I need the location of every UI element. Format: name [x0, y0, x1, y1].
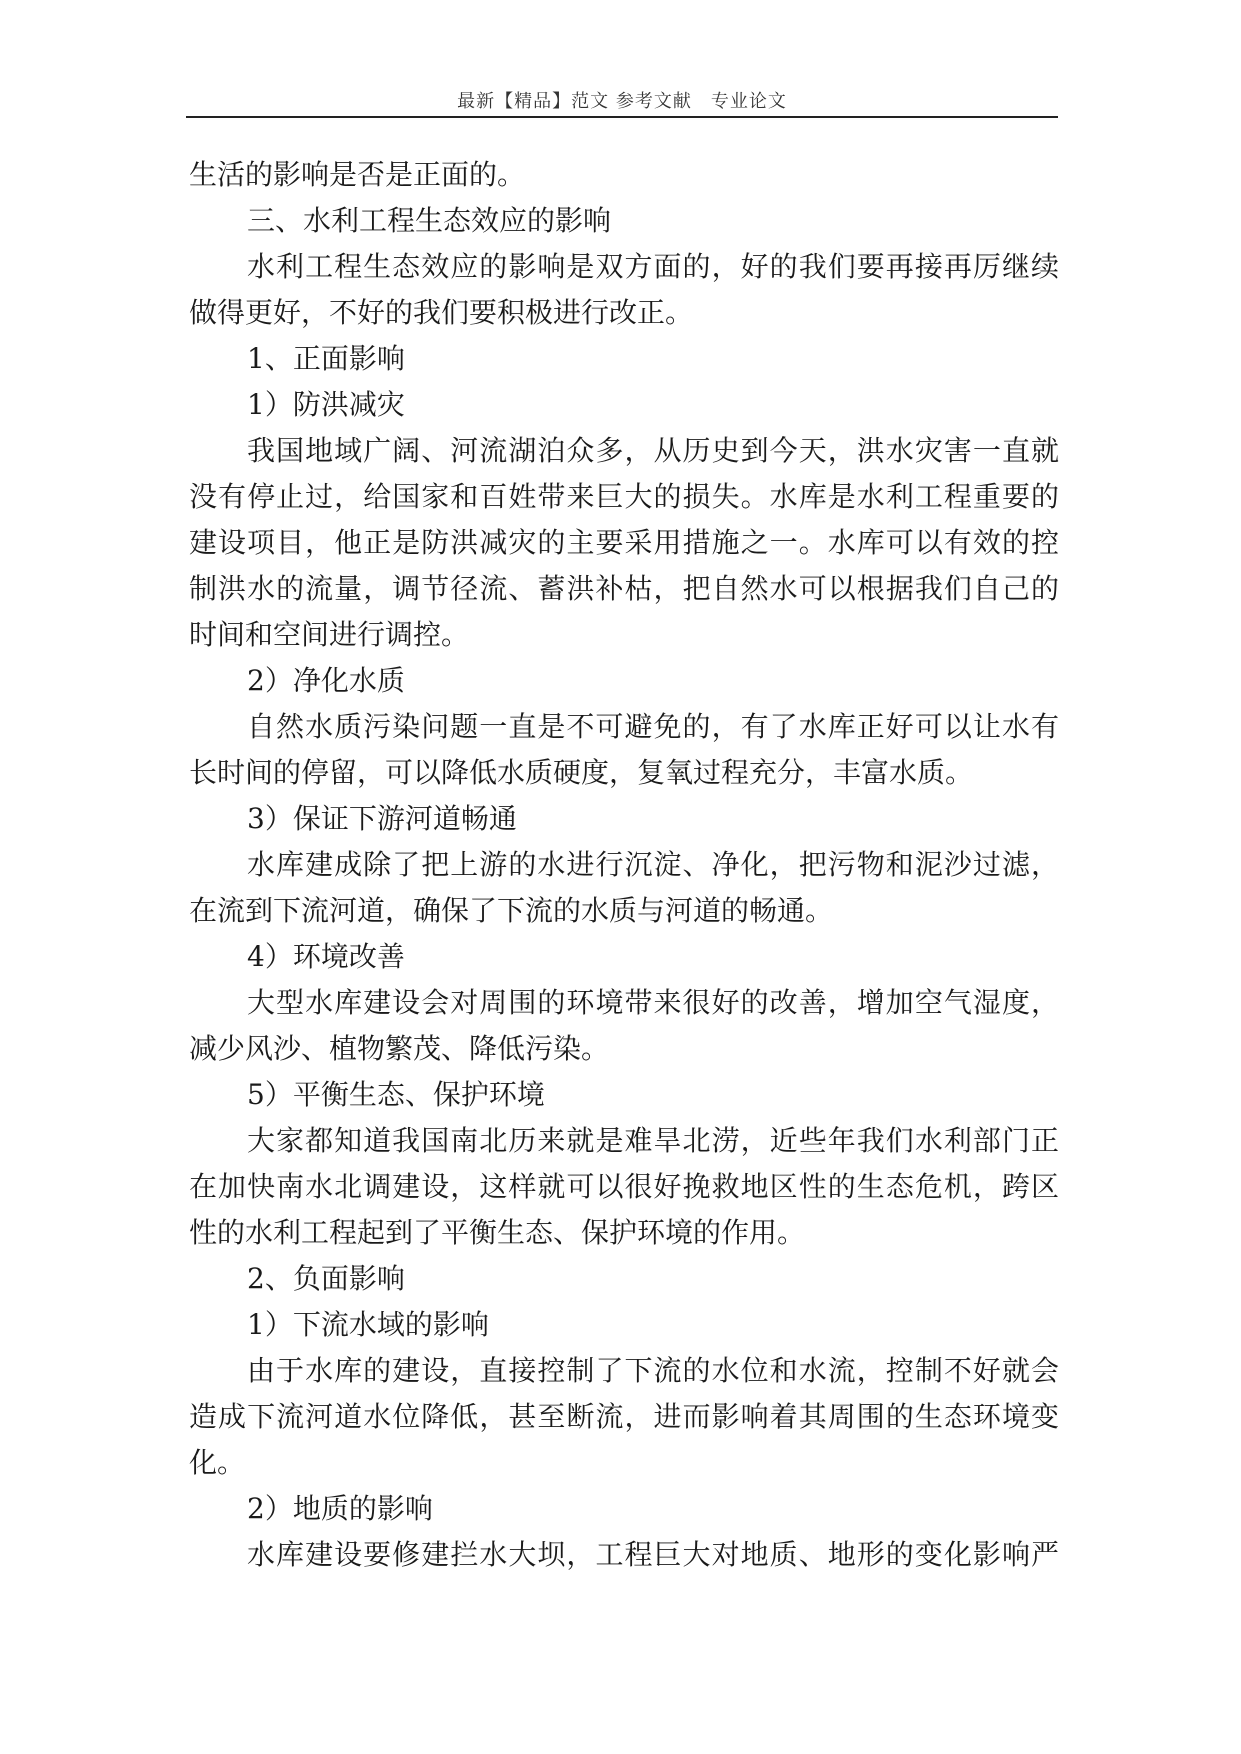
text-line: 水库建设要修建拦水大坝，工程巨大对地质、地形的变化影响严 — [247, 1538, 1059, 1571]
text-line: 长时间的停留，可以降低水质硬度，复氧过程充分，丰富水质。 — [189, 756, 974, 789]
text-line: 制洪水的流量，调节径流、蓄洪补枯，把自然水可以根据我们自己的 — [189, 572, 1059, 605]
text-line: 水库建成除了把上游的水进行沉淀、净化，把污物和泥沙过滤， — [247, 848, 1059, 881]
text-line: 化。 — [189, 1446, 246, 1479]
text-line: 5）平衡生态、保护环境 — [247, 1078, 545, 1111]
text-line: 性的水利工程起到了平衡生态、保护环境的作用。 — [189, 1216, 806, 1249]
text-line: 由于水库的建设，直接控制了下流的水位和水流，控制不好就会 — [247, 1354, 1059, 1387]
text-line: 2、负面影响 — [247, 1262, 405, 1295]
header-rule — [186, 116, 1058, 118]
text-line: 建设项目，他正是防洪减灾的主要采用措施之一。水库可以有效的控 — [189, 526, 1059, 559]
text-line: 自然水质污染问题一直是不可避免的，有了水库正好可以让水有 — [247, 710, 1059, 743]
text-line: 我国地域广阔、河流湖泊众多，从历史到今天，洪水灾害一直就 — [247, 434, 1059, 467]
text-line: 大家都知道我国南北历来就是难旱北涝，近些年我们水利部门正 — [247, 1124, 1059, 1157]
text-line: 1）下流水域的影响 — [247, 1308, 489, 1341]
text-line: 时间和空间进行调控。 — [189, 618, 470, 651]
text-line: 大型水库建设会对周围的环境带来很好的改善，增加空气湿度， — [247, 986, 1059, 1019]
text-line: 生活的影响是否是正面的。 — [189, 158, 526, 191]
text-line: 做得更好，不好的我们要积极进行改正。 — [189, 296, 694, 329]
text-line: 1、正面影响 — [247, 342, 405, 375]
text-line: 2）地质的影响 — [247, 1492, 433, 1525]
text-line: 三、水利工程生态效应的影响 — [247, 204, 612, 237]
text-line: 在加快南水北调建设，这样就可以很好挽救地区性的生态危机，跨区 — [189, 1170, 1059, 1203]
text-line: 减少风沙、植物繁茂、降低污染。 — [189, 1032, 610, 1065]
text-line: 4）环境改善 — [247, 940, 405, 973]
text-line: 1）防洪减灾 — [247, 388, 405, 421]
text-line: 3）保证下游河道畅通 — [247, 802, 517, 835]
page-header: 最新【精品】范文 参考文献 专业论文 — [457, 91, 787, 112]
document-body — [189, 152, 1059, 1578]
text-line: 水利工程生态效应的影响是双方面的，好的我们要再接再厉继续 — [247, 250, 1059, 283]
text-line: 在流到下流河道，确保了下流的水质与河道的畅通。 — [189, 894, 834, 927]
text-line: 造成下流河道水位降低，甚至断流，进而影响着其周围的生态环境变 — [189, 1400, 1059, 1433]
text-line: 没有停止过，给国家和百姓带来巨大的损失。水库是水利工程重要的 — [189, 480, 1059, 513]
text-line: 2）净化水质 — [247, 664, 405, 697]
